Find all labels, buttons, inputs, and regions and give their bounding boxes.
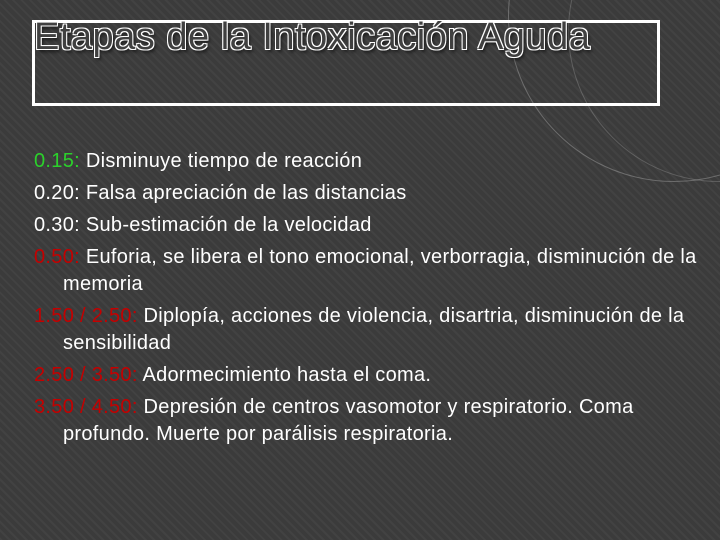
stage-description: Depresión de centros vasomotor y respiratorio. Coma profundo. Muerte por parálisis respiratoria.: [63, 396, 634, 445]
list-item: [34, 394, 714, 448]
list-item: [34, 362, 714, 389]
list-item: [34, 180, 714, 207]
slide-title: Etapas de la Intoxicación Aguda: [34, 16, 591, 58]
stage-level: 0.50:: [34, 246, 80, 268]
list-item: [34, 303, 714, 357]
stage-level: 3.50 / 4.50:: [34, 396, 138, 418]
stage-level: 0.20:: [34, 182, 80, 204]
stages-list: [34, 148, 714, 453]
stage-description: Euforia, se libera el tono emocional, verborragia, disminución de la memoria: [63, 246, 697, 295]
stage-level: 2.50 / 3.50:: [34, 364, 138, 386]
list-item: [34, 244, 714, 298]
stage-description: Diplopía, acciones de violencia, disartria, disminución de la sensibilidad: [63, 305, 685, 354]
stage-description: Disminuye tiempo de reacción: [79, 150, 363, 172]
stage-level: 1.50 / 2.50:: [34, 305, 138, 327]
stage-level: 0.30:: [34, 214, 80, 236]
stage-description: Falsa apreciación de las distancias: [79, 182, 407, 204]
stage-level: 0.15:: [34, 150, 80, 172]
stage-description: Sub-estimación de la velocidad: [79, 214, 372, 236]
stage-description: Adormecimiento hasta el coma.: [137, 364, 432, 386]
list-item: [34, 148, 714, 175]
list-item: [34, 212, 714, 239]
